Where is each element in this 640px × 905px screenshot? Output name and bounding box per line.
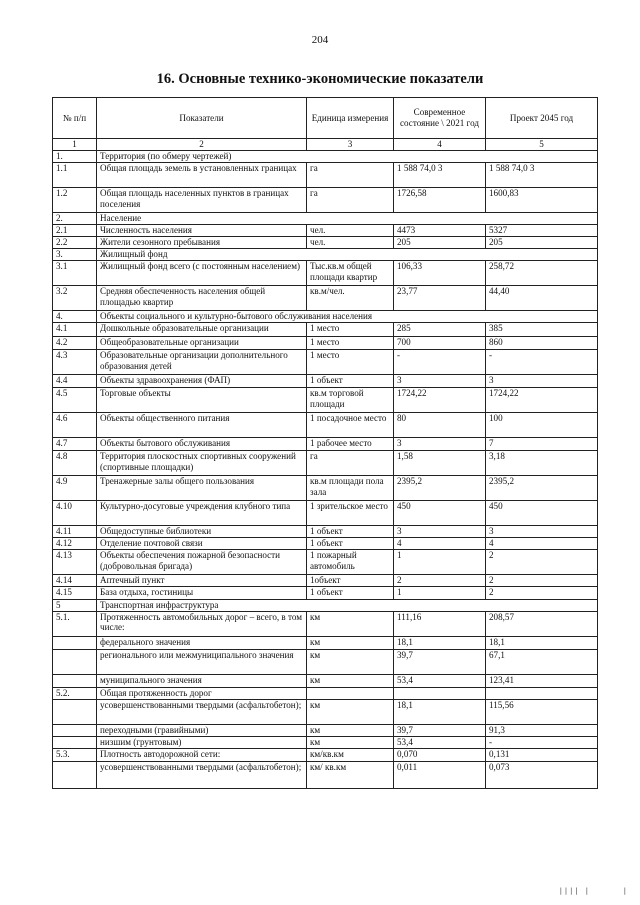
table-row: [53, 261, 598, 286]
table-row: [53, 550, 598, 575]
project-value: -: [486, 350, 598, 375]
section-heading: Жилищный фонд: [97, 249, 598, 261]
table-row: [53, 611, 598, 636]
row-number: 4.15: [53, 587, 97, 600]
project-value: 5327: [486, 225, 598, 237]
project-value: 258,72: [486, 261, 598, 286]
table-row: [53, 323, 598, 337]
project-value: 3: [486, 526, 598, 538]
current-value: 80: [394, 413, 486, 438]
indicator-name: Территория плоскостных спортивных сооружений (спортивные площадки): [97, 451, 307, 476]
project-value: [486, 687, 598, 699]
indicator-name: Аптечный пункт: [97, 575, 307, 587]
unit-cell: 1объект: [307, 575, 394, 587]
header-project: Проект 2045 год: [486, 98, 598, 139]
table-row: [53, 538, 598, 550]
table-row: [53, 587, 598, 600]
column-number: 1: [53, 139, 97, 151]
table-row: [53, 451, 598, 476]
table-row: [53, 213, 598, 225]
table-row: [53, 225, 598, 237]
indicator-name: переходными (гравийными): [97, 724, 307, 736]
row-number: 5.3.: [53, 748, 97, 761]
unit-cell: 1 пожарный автомобиль: [307, 550, 394, 575]
project-value: 2395,2: [486, 476, 598, 501]
current-value: 0,011: [394, 761, 486, 788]
unit-cell: км: [307, 636, 394, 649]
current-value: 1: [394, 550, 486, 575]
table-body: [53, 151, 598, 789]
unit-cell: кв.м/чел.: [307, 286, 394, 311]
project-value: 4: [486, 538, 598, 550]
row-number: 2.2: [53, 237, 97, 249]
row-number: 2.1: [53, 225, 97, 237]
indicator-name: Объекты обеспечения пожарной безопасности (добровольная бригада): [97, 550, 307, 575]
indicator-name: Тренажерные залы общего пользования: [97, 476, 307, 501]
scan-tick: |: [622, 887, 627, 895]
table-row: [53, 438, 598, 451]
header-num: № п/п: [53, 98, 97, 139]
current-value: 1 588 74,0 3: [394, 163, 486, 188]
section-heading: Транспортная инфраструктура: [97, 600, 598, 612]
row-number: 4.10: [53, 501, 97, 526]
table-row: [53, 736, 598, 748]
indicator-name: низшим (грунтовым): [97, 736, 307, 748]
row-number: 1.2: [53, 188, 97, 213]
current-value: 111,16: [394, 611, 486, 636]
unit-cell: га: [307, 451, 394, 476]
row-number: 3.: [53, 249, 97, 261]
column-number: 2: [97, 139, 307, 151]
current-value: 53,4: [394, 736, 486, 748]
current-value: 205: [394, 237, 486, 249]
project-value: 123,41: [486, 674, 598, 687]
column-number: 5: [486, 139, 598, 151]
current-value: [394, 687, 486, 699]
project-value: 1 588 74,0 3: [486, 163, 598, 188]
project-value: 860: [486, 337, 598, 350]
unit-cell: Тыс.кв.м общей площади квартир: [307, 261, 394, 286]
current-value: 1726,58: [394, 188, 486, 213]
row-number: [53, 761, 97, 788]
table-row: [53, 674, 598, 687]
indicator-name: Плотность автодорожной сети:: [97, 748, 307, 761]
unit-cell: км: [307, 649, 394, 674]
current-value: 106,33: [394, 261, 486, 286]
project-value: 67,1: [486, 649, 598, 674]
unit-cell: км: [307, 611, 394, 636]
indicator-name: федерального значения: [97, 636, 307, 649]
table-row: [53, 748, 598, 761]
row-number: 4.5: [53, 388, 97, 413]
indicator-name: Торговые объекты: [97, 388, 307, 413]
row-number: 4.13: [53, 550, 97, 575]
row-number: 5.1.: [53, 611, 97, 636]
table-row: [53, 501, 598, 526]
indicator-name: усовершенствованными твердыми (асфальтобетон);: [97, 699, 307, 724]
current-value: 4473: [394, 225, 486, 237]
unit-cell: 1 место: [307, 337, 394, 350]
project-value: 205: [486, 237, 598, 249]
row-number: 4.8: [53, 451, 97, 476]
table-row: [53, 286, 598, 311]
current-value: 3: [394, 526, 486, 538]
current-value: 3: [394, 438, 486, 451]
project-value: 385: [486, 323, 598, 337]
current-value: 1: [394, 587, 486, 600]
current-value: 0,070: [394, 748, 486, 761]
project-value: 7: [486, 438, 598, 451]
table-row: [53, 636, 598, 649]
unit-cell: 1 место: [307, 350, 394, 375]
current-value: 2395,2: [394, 476, 486, 501]
table-row: [53, 476, 598, 501]
unit-cell: га: [307, 188, 394, 213]
row-number: 3.2: [53, 286, 97, 311]
section-heading: Население: [97, 213, 598, 225]
row-number: 4.7: [53, 438, 97, 451]
unit-cell: 1 объект: [307, 587, 394, 600]
table-row: [53, 413, 598, 438]
indicator-name: Протяженность автомобильных дорог – всего, в том числе:: [97, 611, 307, 636]
unit-cell: км: [307, 724, 394, 736]
indicator-name: Культурно-досуговые учреждения клубного типа: [97, 501, 307, 526]
row-number: [53, 636, 97, 649]
header-unit: Единица измерения: [307, 98, 394, 139]
table-row: [53, 388, 598, 413]
table-row: [53, 761, 598, 788]
unit-cell: км: [307, 736, 394, 748]
unit-cell: 1 зрительское место: [307, 501, 394, 526]
table-row: [53, 649, 598, 674]
row-number: [53, 674, 97, 687]
row-number: 1.: [53, 151, 97, 163]
current-value: 53,4: [394, 674, 486, 687]
project-value: 91,3: [486, 724, 598, 736]
row-number: 4.9: [53, 476, 97, 501]
unit-cell: га: [307, 163, 394, 188]
project-value: 44,40: [486, 286, 598, 311]
table-row: [53, 600, 598, 612]
row-number: 3.1: [53, 261, 97, 286]
row-number: 4.: [53, 311, 97, 323]
current-value: 4: [394, 538, 486, 550]
row-number: 4.6: [53, 413, 97, 438]
table-row: [53, 375, 598, 388]
project-value: 100: [486, 413, 598, 438]
indicator-name: усовершенствованными твердыми (асфальтобетон);: [97, 761, 307, 788]
unit-cell: 1 объект: [307, 538, 394, 550]
unit-cell: чел.: [307, 225, 394, 237]
project-value: 450: [486, 501, 598, 526]
table-row: [53, 687, 598, 699]
indicator-name: Общая протяженность дорог: [97, 687, 307, 699]
indicator-name: Объекты здравоохранения (ФАП): [97, 375, 307, 388]
indicator-name: Образовательные организации дополнительного образования детей: [97, 350, 307, 375]
header-row: [53, 98, 598, 139]
table-row: [53, 151, 598, 163]
page-number: 204: [311, 34, 329, 46]
current-value: 1,58: [394, 451, 486, 476]
indicator-name: муниципального значения: [97, 674, 307, 687]
indicator-name: Общеобразовательные организации: [97, 337, 307, 350]
indicator-name: Общедоступные библиотеки: [97, 526, 307, 538]
unit-cell: кв.м торговой площади: [307, 388, 394, 413]
project-value: 0,131: [486, 748, 598, 761]
row-number: 5.2.: [53, 687, 97, 699]
unit-cell: 1 объект: [307, 526, 394, 538]
project-value: 0,073: [486, 761, 598, 788]
current-value: 18,1: [394, 636, 486, 649]
section-heading: Территория (по обмеру чертежей): [97, 151, 598, 163]
table-row: [53, 163, 598, 188]
row-number: 2.: [53, 213, 97, 225]
table-row: [53, 526, 598, 538]
page-title: 16. Основные технико-экономические показатели: [156, 71, 484, 87]
unit-cell: км/кв.км: [307, 748, 394, 761]
unit-cell: 1 объект: [307, 375, 394, 388]
current-value: 18,1: [394, 699, 486, 724]
table-row: [53, 311, 598, 323]
header-indicator: Показатели: [97, 98, 307, 139]
table-row: [53, 237, 598, 249]
current-value: 2: [394, 575, 486, 587]
unit-cell: 1 рабочее место: [307, 438, 394, 451]
project-value: 2: [486, 587, 598, 600]
row-number: 4.1: [53, 323, 97, 337]
row-number: 4.14: [53, 575, 97, 587]
row-number: 4.4: [53, 375, 97, 388]
current-value: 450: [394, 501, 486, 526]
table-row: [53, 249, 598, 261]
unit-cell: чел.: [307, 237, 394, 249]
unit-cell: 1 посадочное место: [307, 413, 394, 438]
project-value: 115,56: [486, 699, 598, 724]
current-value: 700: [394, 337, 486, 350]
section-heading: Объекты социального и культурно-бытового обслуживания населения: [97, 311, 598, 323]
scan-mark: |||| |: [558, 887, 590, 895]
indicator-name: Отделение почтовой связи: [97, 538, 307, 550]
table-row: [53, 575, 598, 587]
project-value: -: [486, 736, 598, 748]
unit-cell: 1 место: [307, 323, 394, 337]
indicator-name: Объекты общественного питания: [97, 413, 307, 438]
current-value: 285: [394, 323, 486, 337]
indicator-name: Объекты бытового обслуживания: [97, 438, 307, 451]
current-value: -: [394, 350, 486, 375]
indicator-name: Общая площадь населенных пунктов в границах поселения: [97, 188, 307, 213]
table-row: [53, 337, 598, 350]
project-value: 2: [486, 550, 598, 575]
table-row: [53, 724, 598, 736]
current-value: 23,77: [394, 286, 486, 311]
current-value: 39,7: [394, 649, 486, 674]
row-number: 1.1: [53, 163, 97, 188]
column-number-row: [53, 139, 598, 151]
current-value: 1724,22: [394, 388, 486, 413]
indicator-name: Средняя обеспеченность населения общей площадью квартир: [97, 286, 307, 311]
table-row: [53, 699, 598, 724]
indicator-name: Дошкольные образовательные организации: [97, 323, 307, 337]
column-number: 3: [307, 139, 394, 151]
row-number: 4.2: [53, 337, 97, 350]
unit-cell: кв.м площади пола зала: [307, 476, 394, 501]
row-number: 4.11: [53, 526, 97, 538]
project-value: 2: [486, 575, 598, 587]
indicator-name: Жилищный фонд всего (с постоянным населением): [97, 261, 307, 286]
indicator-name: База отдыха, гостиницы: [97, 587, 307, 600]
row-number: [53, 699, 97, 724]
indicator-name: Общая площадь земель в установленных границах: [97, 163, 307, 188]
project-value: 18,1: [486, 636, 598, 649]
indicator-name: Численность населения: [97, 225, 307, 237]
project-value: 1724,22: [486, 388, 598, 413]
row-number: [53, 724, 97, 736]
unit-cell: км/ кв.км: [307, 761, 394, 788]
project-value: 208,57: [486, 611, 598, 636]
row-number: 4.3: [53, 350, 97, 375]
row-number: [53, 736, 97, 748]
row-number: 5: [53, 600, 97, 612]
indicator-name: Жители сезонного пребывания: [97, 237, 307, 249]
unit-cell: [307, 687, 394, 699]
indicators-table: [52, 97, 598, 789]
header-current: Современное состояние \ 2021 год: [394, 98, 486, 139]
table-row: [53, 350, 598, 375]
row-number: 4.12: [53, 538, 97, 550]
unit-cell: км: [307, 699, 394, 724]
current-value: 3: [394, 375, 486, 388]
row-number: [53, 649, 97, 674]
project-value: 3: [486, 375, 598, 388]
unit-cell: км: [307, 674, 394, 687]
indicator-name: регионального или межмуниципального значения: [97, 649, 307, 674]
current-value: 39,7: [394, 724, 486, 736]
project-value: 3,18: [486, 451, 598, 476]
column-number: 4: [394, 139, 486, 151]
project-value: 1600,83: [486, 188, 598, 213]
table-row: [53, 188, 598, 213]
